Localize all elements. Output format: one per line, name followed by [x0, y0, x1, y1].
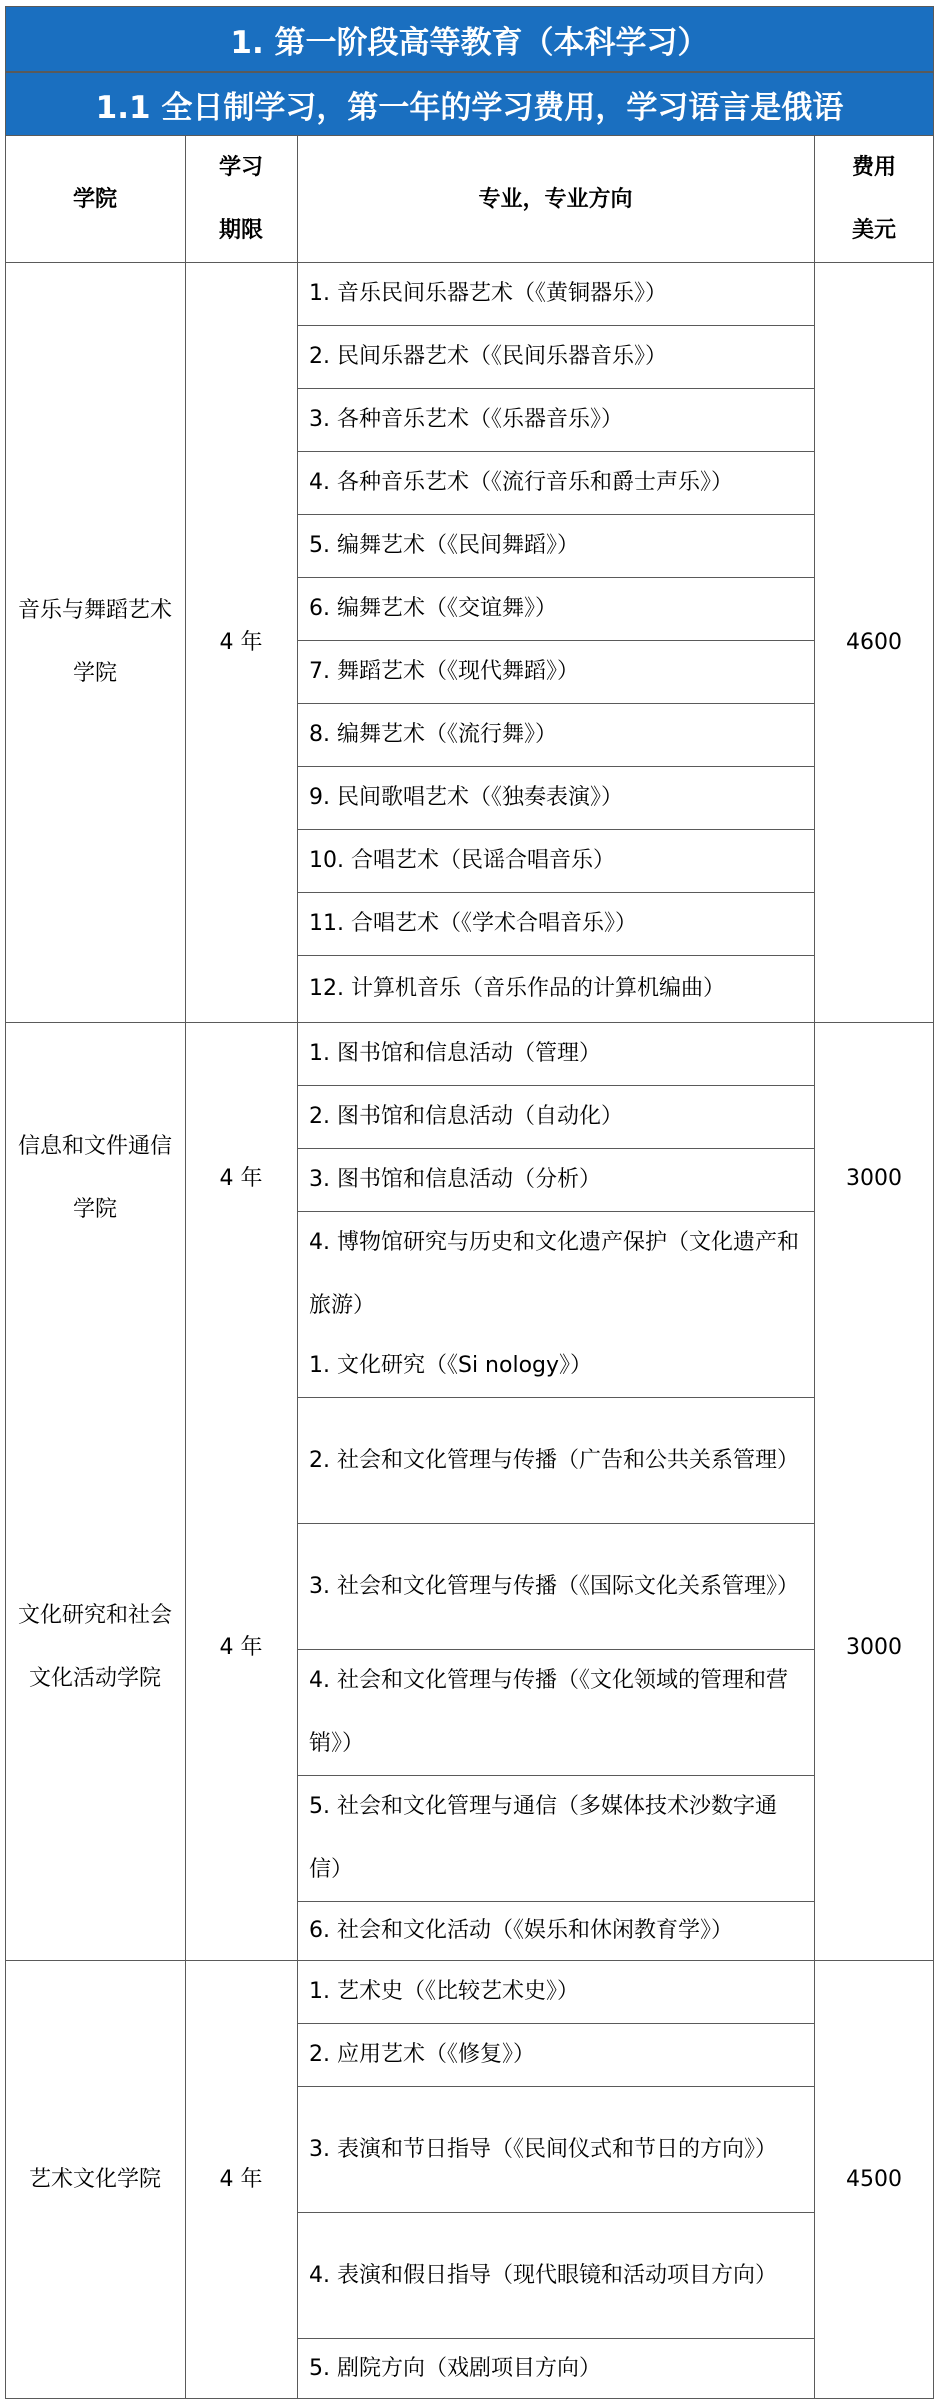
header-period: 学习 期限 — [218, 155, 263, 243]
table-border — [814, 136, 815, 2398]
table-border — [297, 1901, 814, 1902]
school-name: 文化研究和社会文化活动学院 — [17, 1603, 172, 1691]
table-border — [297, 514, 814, 515]
major-item: 10. 合唱艺术（民谣合唱音乐） — [309, 848, 615, 873]
table-border — [5, 2398, 934, 2399]
major-item: 11. 合唱艺术（《学术合唱音乐》） — [309, 911, 637, 936]
fee-value: 3000 — [846, 1165, 902, 1191]
table-border — [297, 892, 814, 893]
major-item: 4. 博物馆研究与历史和文化遗产保护（文化遗产和旅游） — [309, 1230, 799, 1318]
major-item: 2. 社会和文化管理与传播（广告和公共关系管理） — [309, 1447, 799, 1473]
table-border — [297, 451, 814, 452]
table-border — [297, 1649, 814, 1650]
major-item: 4. 社会和文化管理与传播（《文化领域的管理和营销》） — [309, 1668, 788, 1756]
fee-table — [5, 136, 934, 2403]
major-item: 5. 社会和文化管理与通信（多媒体技术沙数字通信） — [309, 1794, 777, 1882]
table-border — [297, 1523, 814, 1524]
major-item: 3. 表演和节日指导（《民间仪式和节日的方向》） — [309, 2136, 777, 2162]
table-border — [297, 703, 814, 704]
table-border — [297, 325, 814, 326]
major-item: 6. 编舞艺术（《交谊舞》） — [309, 596, 557, 621]
table-border — [297, 2212, 814, 2213]
header-major: 专业，专业方向 — [478, 186, 633, 212]
school-name: 信息和文件通信学院 — [17, 1134, 172, 1222]
table-border — [185, 136, 186, 2398]
table-border — [5, 262, 934, 263]
major-item: 1. 图书馆和信息活动（管理） — [309, 1041, 601, 1066]
fee-value: 4600 — [846, 629, 902, 655]
major-item: 1. 艺术史（《比较艺术史》） — [309, 1979, 579, 2004]
major-item: 3. 图书馆和信息活动（分析） — [309, 1167, 601, 1192]
table-border — [297, 829, 814, 830]
table-border — [297, 577, 814, 578]
table-border — [5, 136, 6, 2398]
table-border — [297, 1148, 814, 1149]
subsection-title: 1.1 全日制学习，第一年的学习费用，学习语言是俄语 — [5, 72, 934, 136]
major-item: 7. 舞蹈艺术（《现代舞蹈》） — [309, 659, 579, 684]
major-item: 5. 编舞艺术（《民间舞蹈》） — [309, 533, 579, 558]
study-period: 4 年 — [219, 1634, 263, 1660]
fee-value: 4500 — [846, 2166, 902, 2192]
header-school: 学院 — [72, 186, 117, 212]
major-item: 4. 各种音乐艺术（《流行音乐和爵士声乐》） — [309, 470, 733, 495]
major-item: 1. 文化研究（《Si nology》） — [309, 1353, 593, 1378]
table-border — [5, 1022, 934, 1023]
school-name: 艺术文化学院 — [28, 2166, 161, 2192]
table-border — [297, 1397, 814, 1398]
table-border — [297, 388, 814, 389]
table-border — [297, 2086, 814, 2087]
major-item: 9. 民间歌唱艺术（《独奏表演》） — [309, 785, 623, 810]
study-period: 4 年 — [219, 1165, 263, 1191]
fee-value: 3000 — [846, 1634, 902, 1660]
study-period: 4 年 — [219, 2166, 263, 2192]
major-item: 6. 社会和文化活动（《娱乐和休闲教育学》） — [309, 1918, 733, 1943]
major-item: 5. 剧院方向（戏剧项目方向） — [309, 2355, 601, 2381]
table-border — [933, 136, 934, 2398]
table-border — [297, 1211, 814, 1212]
major-item: 3. 各种音乐艺术（《乐器音乐》） — [309, 407, 623, 432]
table-border — [5, 1960, 934, 1961]
major-item: 2. 图书馆和信息活动（自动化） — [309, 1104, 623, 1129]
major-item: 1. 音乐民间乐器艺术（《黄铜器乐》） — [309, 281, 667, 306]
table-border — [297, 1775, 814, 1776]
table-border — [297, 2338, 814, 2339]
major-item: 2. 民间乐器艺术（《民间乐器音乐》） — [309, 344, 667, 369]
header-fee: 费用 美元 — [851, 155, 896, 243]
table-border — [297, 1085, 814, 1086]
major-item: 4. 表演和假日指导（现代眼镜和活动项目方向） — [309, 2262, 777, 2288]
section-title: 1. 第一阶段高等教育（本科学习） — [5, 6, 934, 72]
table-border — [297, 955, 814, 956]
major-item: 3. 社会和文化管理与传播（《国际文化关系管理》） — [309, 1573, 799, 1599]
school-name: 音乐与舞蹈艺术学院 — [17, 598, 172, 686]
study-period: 4 年 — [219, 629, 263, 655]
major-item: 8. 编舞艺术（《流行舞》） — [309, 722, 557, 747]
major-item: 2. 应用艺术（《修复》） — [309, 2042, 535, 2067]
major-item: 12. 计算机音乐（音乐作品的计算机编曲） — [309, 976, 725, 1001]
table-border — [297, 640, 814, 641]
table-border — [297, 136, 298, 2398]
table-border — [297, 2023, 814, 2024]
table-border — [297, 766, 814, 767]
